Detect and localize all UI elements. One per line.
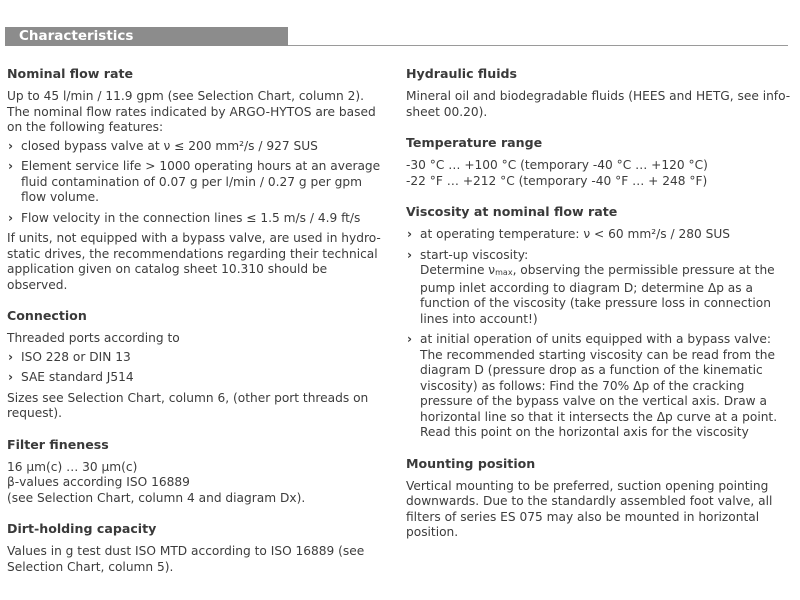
nominal-flow-heading: Nominal flow rate bbox=[7, 66, 134, 81]
temperature-line: -22 °F … +212 °C (temporary -40 °F … + 248 °F) bbox=[406, 173, 708, 188]
dirt-holding-heading: Dirt-holding capacity bbox=[7, 521, 157, 536]
viscosity-heading: Viscosity at nominal flow rate bbox=[406, 204, 618, 219]
nominal-flow-note: If units, not equipped with a bypass valve, are used in hydro-static drives, the recommendations regarding their technical application given on catalog sheet 10.310 should be observed. bbox=[7, 231, 381, 292]
connection-list bbox=[7, 350, 389, 386]
viscosity-section bbox=[406, 204, 794, 441]
bullet-icon: › bbox=[8, 349, 14, 364]
bullet-icon: › bbox=[407, 247, 413, 262]
temperature-section bbox=[406, 135, 794, 189]
dirt-holding-section bbox=[7, 521, 389, 575]
list-item: › Element service life > 1000 operating hours at an average fluid contamination of 0.07 g per l/min / 0.27 g per gpm flow volume. bbox=[8, 159, 381, 204]
list-item: › SAE standard J514 bbox=[8, 370, 134, 384]
list-item: › at initial operation of units equipped with a bypass valve: The recommended starting viscosity can be read from the diagram D (pressure drop as a function of the kinematic viscosity) as follows: Find the 70% Δp of the cracking pressure of the bypass valve on the vertical axis. Draw a horizontal line so that it intersects the Δp curve at a point. Read this point on the horizontal axis for the viscosity bbox=[407, 332, 778, 439]
connection-intro: Threaded ports according to bbox=[7, 331, 180, 345]
temperature-line: -30 °C … +100 °C (temporary -40 °C … +120 °C) bbox=[406, 158, 708, 172]
hydraulic-fluids-section bbox=[406, 66, 794, 120]
viscosity-list bbox=[406, 227, 794, 441]
filter-fineness-line: 16 µm(c) … 30 µm(c) bbox=[7, 459, 138, 474]
list-item: › at operating temperature: ν < 60 mm²/s / 280 SUS bbox=[407, 227, 730, 241]
mounting-section bbox=[406, 456, 794, 541]
bullet-icon: › bbox=[407, 332, 413, 346]
section-header-bar bbox=[5, 27, 288, 46]
bullet-icon: › bbox=[407, 227, 413, 241]
mounting-heading: Mounting position bbox=[406, 455, 536, 471]
bullet-icon: › bbox=[8, 210, 14, 225]
connection-section bbox=[7, 308, 389, 422]
list-item: › start-up viscosity: Determine νmax, observing the permissible pressure at the pump inlet according to diagram D; determine Δp as a function of the viscosity (take pressure loss in connection lines into account!) bbox=[407, 247, 775, 326]
list-item: › ISO 228 or DIN 13 bbox=[8, 349, 131, 364]
filter-fineness-line: β-values according ISO 16889 bbox=[7, 475, 190, 489]
connection-heading: Connection bbox=[7, 308, 87, 323]
hydraulic-fluids-text: Mineral oil and biodegradable fluids (HEES and HETG, see info-sheet 00.20). bbox=[406, 89, 791, 119]
bullet-icon: › bbox=[8, 159, 14, 173]
list-item: › closed bypass valve at ν ≤ 200 mm²/s / 927 SUS bbox=[8, 138, 318, 153]
temperature-heading: Temperature range bbox=[406, 135, 543, 150]
header-divider bbox=[288, 45, 788, 46]
left-column bbox=[7, 66, 389, 590]
filter-fineness-heading: Filter fineness bbox=[7, 436, 109, 452]
nominal-flow-intro: Up to 45 l/min / 11.9 gpm (see Selection Chart, column 2). The nominal flow rates indicated by ARGO-HYTOS are based on the following features: bbox=[7, 89, 376, 134]
dirt-holding-text: Values in g test dust ISO MTD according to ISO 16889 (see Selection Chart, column 5). bbox=[7, 544, 365, 574]
connection-note: Sizes see Selection Chart, column 6, (other port threads on request). bbox=[7, 390, 369, 420]
filter-fineness-line: (see Selection Chart, column 4 and diagram Dx). bbox=[7, 490, 306, 505]
mounting-text: Vertical mounting to be preferred, suction opening pointing downwards. Due to the standardly assembled foot valve, all filters of series ES 075 may also be mounted in horizontal position. bbox=[406, 478, 773, 539]
list-item: › Flow velocity in the connection lines ≤ 1.5 m/s / 4.9 ft/s bbox=[8, 210, 361, 225]
bullet-icon: › bbox=[8, 370, 14, 384]
hydraulic-fluids-heading: Hydraulic fluids bbox=[406, 66, 518, 81]
nominal-flow-list bbox=[7, 139, 389, 227]
bullet-icon: › bbox=[8, 138, 14, 153]
filter-fineness-section bbox=[7, 437, 389, 507]
section-title: Characteristics bbox=[19, 28, 134, 44]
nominal-flow-section bbox=[7, 66, 389, 293]
right-column bbox=[406, 66, 794, 556]
